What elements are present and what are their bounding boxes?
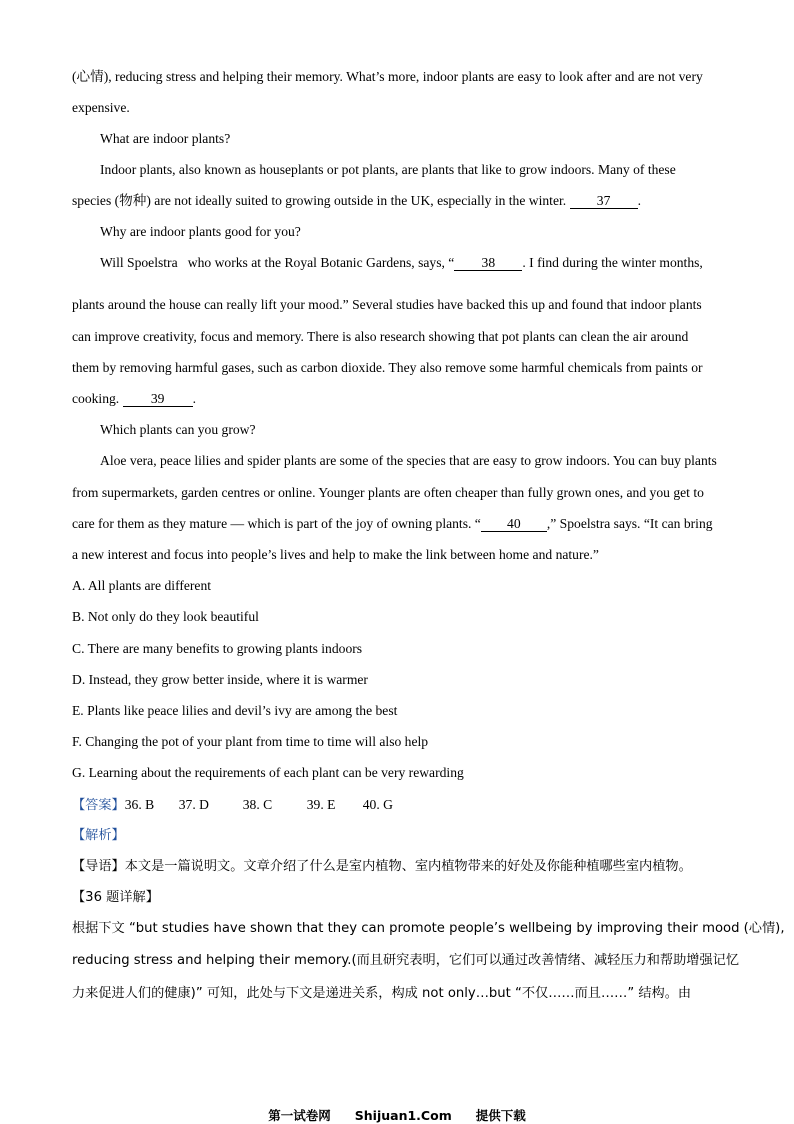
q36-label: 【36 题详解】 [72,890,159,905]
option-a: A. All plants are different [72,578,212,593]
passage-text: . [192,391,197,406]
answer-item: 38. C [242,797,273,812]
passage-text: ,” Spoelstra says. “It can bring [546,516,713,531]
passage-line: Aloe vera, peace lilies and spider plants are some of the species that are easy to grow indoors. You can buy plants [100,453,717,468]
passage-text: (心情), reducing stress and helping their memory. What’s more, indoor plants are easy to look after and are not very [72,69,703,84]
passage-line: Indoor plants, also known as houseplants or pot plants, are plants that like to grow indoors. Many of these [100,162,676,177]
footer-site-cn: 第一试卷网 [268,1108,331,1123]
answer-line [72,796,724,815]
option-e: E. Plants like peace lilies and devil’s ivy are among the best [72,703,398,718]
guide-text: 【导语】本文是一篇说明文。文章介绍了什么是室内植物、室内植物带来的好处及你能种植哪些室内植物。 [72,859,692,874]
answer-item: 37. D [178,797,209,812]
section-heading-what: What are indoor plants? [100,131,231,146]
option-c: C. There are many benefits to growing plants indoors [72,641,363,656]
passage-text: cooking. [72,391,120,406]
passage-line [100,254,724,272]
passage-line: a new interest and focus into people’s lives and help to make the link between home and nature.” [72,547,599,562]
passage-line: them by removing harmful gases, such as carbon dioxide. They also remove some harmful chemicals from paints or [72,360,703,375]
section-heading-why: Why are indoor plants good for you? [100,224,301,239]
passage-text: care for them as they mature — which is part of the joy of owning plants. “ [72,516,481,531]
passage-text: species (物种) are not ideally suited to growing outside in the UK, especially in the winter. [72,193,567,208]
passage-line: expensive. [72,100,130,115]
footer-site-en: Shijuan1.Com [354,1108,452,1123]
option-g: G. Learning about the requirements of each plant can be very rewarding [72,765,464,780]
q36-explanation-line: 根据下文 “but studies have shown that they can promote people’s wellbeing by improving their mood (心情), [72,921,785,936]
blank-38: 38 [454,255,522,271]
section-heading-which: Which plants can you grow? [100,422,256,437]
passage-line: from supermarkets, garden centres or online. Younger plants are often cheaper than fully grown ones, and you get to [72,485,704,500]
passage-text: . [637,193,641,208]
passage-line [72,68,724,86]
q36-explanation-line: 力来促进人们的健康)” 可知，此处与下文是递进关系，构成 not only…but “不仅……而且……” 结构。由 [72,986,692,1001]
answer-item: 40. G [362,797,393,812]
passage-line [72,390,724,408]
page-footer [0,1106,794,1124]
q36-explanation-line: reducing stress and helping their memory.(而且研究表明，它们可以通过改善情绪、减轻压力和帮助增强记忆 [72,953,740,968]
passage-line: plants around the house can really lift your mood.” Several studies have backed this up and found that indoor plants [72,297,702,312]
passage-text: . I find during the winter months, [522,255,703,270]
answer-item: 36. B [124,797,155,812]
option-d: D. Instead, they grow better inside, where it is warmer [72,672,368,687]
passage-line: can improve creativity, focus and memory. There is also research showing that pot plants can clean the air around [72,329,689,344]
footer-download: 提供下载 [475,1108,526,1123]
answer-label: 【答案】 [72,798,125,813]
option-f: F. Changing the pot of your plant from time to time will also help [72,734,429,749]
analysis-label: 【解析】 [72,828,125,843]
passage-line [72,515,724,533]
blank-40: 40 [481,516,547,532]
passage-line [72,192,724,210]
passage-text: Will Spoelstra who works at the Royal Botanic Gardens, says, “ [100,255,455,270]
blank-37: 37 [570,193,638,209]
option-b: B. Not only do they look beautiful [72,609,259,624]
answer-item: 39. E [306,797,336,812]
blank-39: 39 [123,391,193,407]
